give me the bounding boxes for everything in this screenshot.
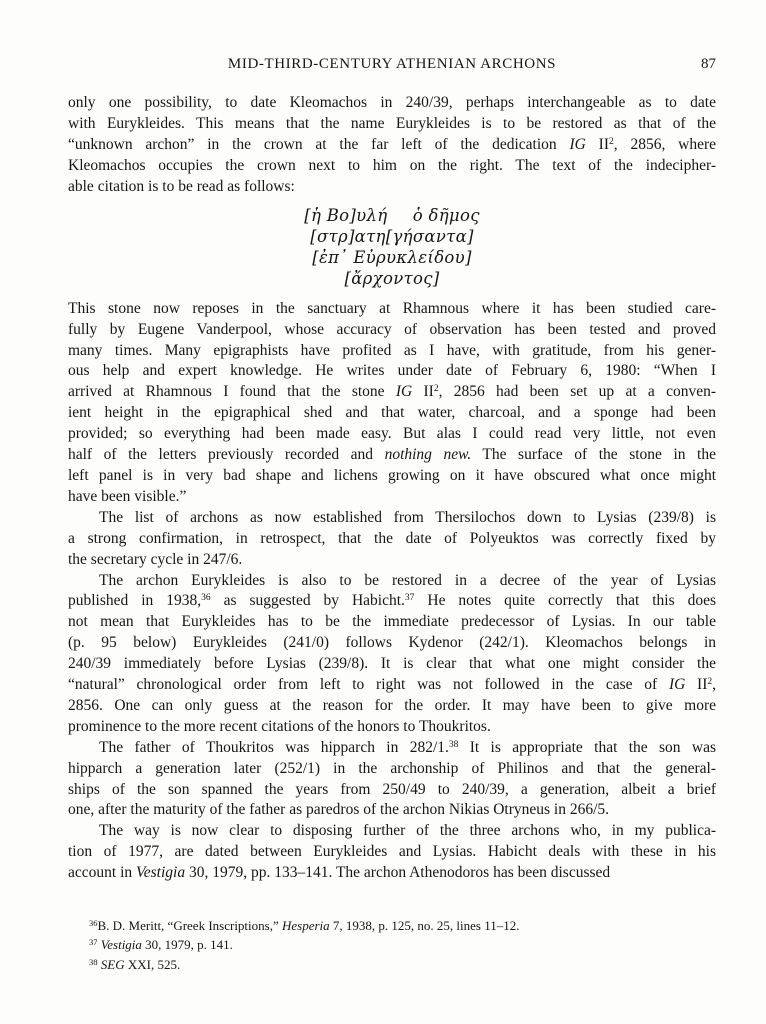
text-line: able citation is to be read as follows:: [68, 177, 295, 195]
text-line: arrived at Rhamnous I found that the stone IG $II^2$, 2856 had been set up at a conven-: [68, 383, 717, 401]
text-line: with Eurykleides. This means that the name Eurykleides is to be restored as that of the: [68, 114, 716, 132]
text-line: left panel is in very bad shape and lichens growing on it have obscured what once might: [68, 466, 716, 484]
greek-line: [στρ]ατη[γήσαντα]: [310, 226, 474, 246]
paragraph: [68, 738, 716, 822]
text-line: tion of 1977, are dated between Eurykleides and Lysias. Habicht deals with these in his: [68, 843, 716, 861]
footnotes: [68, 916, 716, 974]
text-line: Kleomachos occupies the crown next to him on the right. The text of the indecipher-: [68, 156, 716, 174]
greek-line: [ἐπ᾽ Εὐρυκλείδου]: [312, 248, 472, 268]
text-line: The way is now clear to disposing further of the three archons who, in my publica-: [99, 822, 716, 840]
text-line: have been visible.”: [68, 487, 187, 505]
text-line: The archon Eurykleides is also to be restored in a decree of the year of Lysias: [99, 571, 716, 589]
running-title: MID-THIRD-CENTURY ATHENIAN ARCHONS: [227, 56, 557, 72]
greek-line: [ἄρχοντος]: [344, 269, 440, 289]
text-line: (p. 95 below) Eurykleides (241/0) follows Kydenor (242/1). Kleomachos belongs in: [68, 634, 716, 652]
paragraph: [68, 93, 716, 198]
paragraph: [68, 508, 716, 571]
text-line: many times. Many epigraphists have profited as I have, with gratitude, from his gener-: [68, 341, 716, 359]
greek-inscription: [68, 198, 716, 299]
text-line: 240/39 immediately before Lysias (239/8). It is clear that what one might consider the: [68, 655, 716, 673]
paragraph: [68, 299, 716, 508]
text-line: 2856. One can only guess at the reason for the order. It may have been to give more: [68, 696, 716, 714]
text-line: provided; so everything had been made easy. But alas I could read very little, not even: [68, 425, 716, 443]
text-line: only one possibility, to date Kleomachos in 240/39, perhaps interchangeable as to date: [68, 94, 716, 111]
text-line: “natural” chronological order from left to right was not followed in the case of IG $II^2$,: [68, 676, 716, 694]
text-line: half of the letters previously recorded and nothing new. The surface of the stone in the: [68, 446, 716, 464]
paragraph: [68, 571, 716, 738]
text-line: “unknown archon” in the crown at the far left of the dedication IG $II^2$, 2856, where: [68, 135, 716, 153]
text-line: ient height in the epigraphical shed and that water, charcoal, and a sponge had been: [68, 404, 716, 422]
text-line: hipparch a generation later (252/1) in the archonship of Philinos and that the general-: [68, 759, 716, 777]
paragraph: [68, 821, 716, 884]
body-text: [68, 93, 716, 884]
footnote: $^{38}$ SEG XXI, 525.: [89, 956, 181, 972]
page-number: 87: [701, 56, 716, 72]
text-line: prominence to the more recent citations of the honors to Thoukritos.: [68, 717, 491, 735]
text-line: The father of Thoukritos was hipparch in 282/1.38 It is appropriate that the son was: [99, 738, 717, 756]
text-line: ships of the son spanned the years from 250/49 to 240/39, a generation, albeit a brief: [68, 780, 716, 798]
text-line: The list of archons as now established from Thersilochos down to Lysias (239/8) is: [99, 508, 716, 526]
text-line: published in 1938,36 as suggested by Habicht.$^{37}$ He notes quite correctly that this does: [68, 592, 716, 610]
greek-line: [ἡ Βο]υλή ὁ δῆμος: [304, 205, 480, 225]
text-line: This stone now reposes in the sanctuary at Rhamnous where it has been studied care-: [68, 299, 716, 317]
text-line: a strong confirmation, in retrospect, that the date of Polyeuktos was correctly fixed by: [68, 529, 716, 547]
footnote: $^{37}$ Vestigia 30, 1979, p. 141.: [89, 937, 233, 953]
text-line: the secretary cycle in 247/6.: [68, 550, 243, 568]
text-line: ous help and expert knowledge. He writes under date of February 6, 1980: “When I: [68, 362, 716, 380]
footnote: $^{36}$B. D. Meritt, “Greek Inscriptions,” Hesperia 7, 1938, p. 125, no. 25, lines 11–12.: [89, 918, 520, 933]
text-line: one, after the maturity of the father as paredros of the archon Nikias Otryneus in 266/5.: [68, 801, 610, 819]
page-header: [68, 56, 716, 76]
text-line: fully by Eugene Vanderpool, whose accuracy of observation has been tested and proved: [68, 320, 716, 338]
text-line: account in Vestigia 30, 1979, pp. 133–141. The archon Athenodoros has been discussed: [68, 864, 611, 882]
text-line: not mean that Eurykleides has to be the immediate predecessor of Lysias. In our table: [68, 613, 716, 631]
